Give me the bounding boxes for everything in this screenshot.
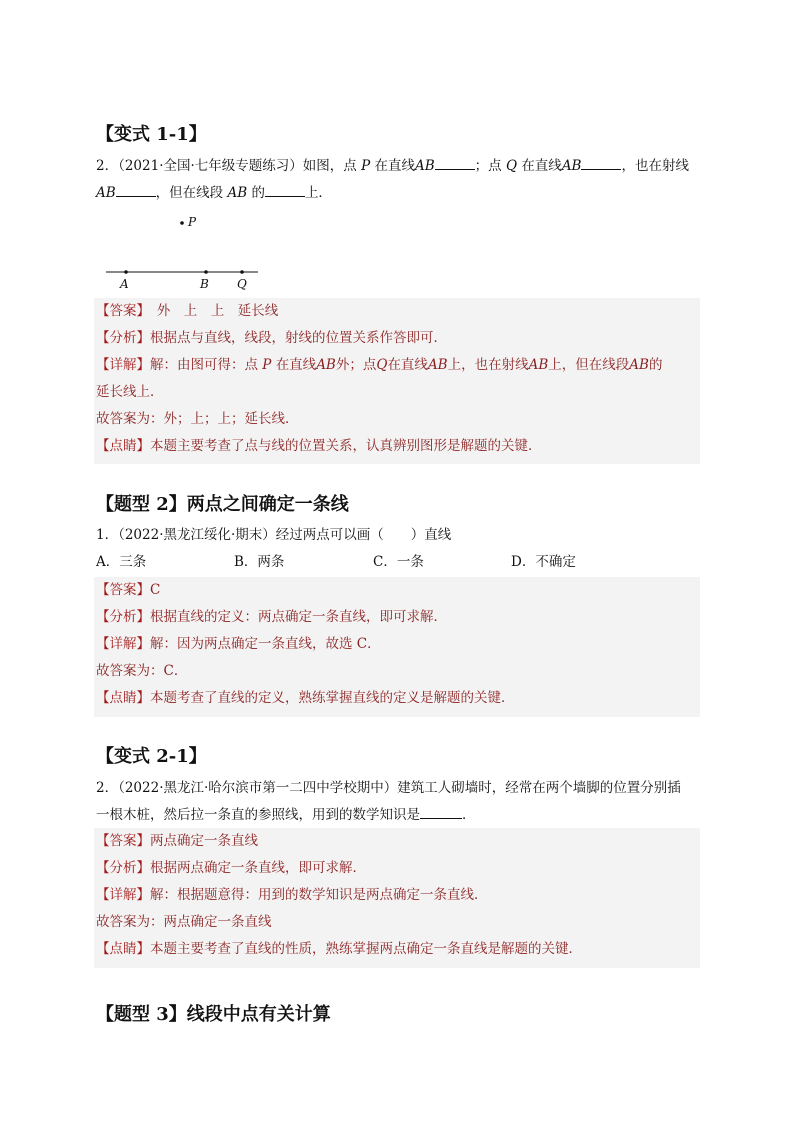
analysis-row [94,604,700,631]
analysis-text: 根据点与直线，线段，射线的位置关系作答即可． [150,330,447,346]
analysis-text: 根据两点确定一条直线，即可求解． [150,860,366,876]
answer-text: 两点确定一条直线 [150,833,258,849]
question-line-1: 2．（2022·黑龙江·哈尔滨市第一二四中学校期中）建筑工人砌墙时，经常在两个墙脚的位置分别插 [96,780,681,796]
point-a-dot [124,270,128,274]
var-p: P [361,158,371,174]
question-2-variant-2-1 [96,775,702,829]
detail-tag: 【详解】 [96,357,150,373]
detail-tag: 【详解】 [96,636,150,652]
analysis-text: 根据直线的定义：两点确定一条直线，即可求解． [150,609,447,625]
option-a[interactable]: A．三条 [96,554,147,570]
comment-text: 本题主要考查了直线的性质，熟练掌握两点确定一条直线是解题的关键． [150,941,582,957]
answer-tag: 【答案】 [96,833,150,849]
comment-text: 本题考查了直线的定义，熟练掌握直线的定义是解题的关键． [150,690,515,706]
answer-box-variant-2-1 [94,828,700,968]
options-row [96,549,702,576]
detail-text: 解：根据题意得：用到的数学知识是两点确定一条直线． [150,887,488,903]
answer-row [94,577,700,604]
so-answer-row: 故答案为：两点确定一条直线 [96,914,272,930]
detail-row [94,882,700,909]
answer-row [94,298,700,325]
option-b[interactable]: B．两条 [234,554,285,570]
section-heading-variant-2-1: 【变式 2-1】 [96,746,207,767]
var-q: Q [376,357,388,373]
option-c[interactable]: C．一条 [373,554,424,570]
answer-blank [435,157,475,170]
answer-box-variant-1-1 [94,298,700,464]
analysis-row [94,855,700,882]
var-ab: AB [561,158,582,174]
answer-box-type-2 [94,577,700,717]
analysis-tag: 【分析】 [96,330,150,346]
answer-text: C [150,582,161,598]
var-ab: AB [414,158,435,174]
text: 解：由图可得：点 [150,357,258,373]
so-answer-row: 故答案为：外；上；上；延长线． [96,411,299,427]
analysis-tag: 【分析】 [96,860,150,876]
section-heading-type-3: 【题型 3】线段中点有关计算 [96,1004,331,1025]
text: 的 [251,185,265,201]
text: 在直线 [275,357,317,373]
label-q: Q [237,277,247,291]
text: ；点 [474,158,502,174]
comment-row [94,936,700,963]
section-heading-variant-1-1: 【变式 1-1】 [96,124,207,145]
answer-blank [116,184,156,197]
label-b: B [200,277,209,291]
text: 一根木桩，然后拉一条直的参照线，用到的数学知识是 [96,807,420,823]
var-ab: AB [528,357,549,373]
line-figure [96,208,276,294]
question-1-type-2 [96,522,702,549]
detail-row [94,352,700,379]
comment-tag: 【点睛】 [96,941,150,957]
text: 外；点 [335,357,377,373]
question-line-1 [96,153,702,180]
text: 在直线 [387,357,428,373]
question-text: 1．（2022·黑龙江绥化·期末）经过两点可以画（ ）直线 [96,527,452,543]
detail-row-2: 延长线上． [96,384,164,400]
var-ab: AB [227,185,248,201]
var-ab: AB [427,357,448,373]
text: 的 [648,357,663,373]
answer-blank [265,184,305,197]
var-ab: AB [629,357,649,373]
comment-row [94,685,700,712]
answer-tag: 【答案】 [96,582,150,598]
var-ab: AB [96,185,116,201]
comment-row [94,433,700,460]
question-line-2 [96,802,702,829]
option-d[interactable]: D．不确定 [511,554,576,570]
text: 2．（2021·全国·七年级专题练习）如图，点 [96,158,357,174]
answer-text: 外 上 上 延长线 [143,303,279,319]
question-2-variant-1-1 [96,153,702,207]
analysis-tag: 【分析】 [96,609,150,625]
analysis-row [94,325,700,352]
var-p: P [262,357,272,373]
answer-tag: 【答案】 [96,303,144,319]
section-heading-type-2: 【题型 2】两点之间确定一条线 [96,494,349,515]
answer-row [94,828,700,855]
answer-blank [420,806,462,819]
comment-tag: 【点睛】 [96,438,150,454]
var-q: Q [505,158,518,174]
text: 上，但在线段 [548,357,630,373]
detail-tag: 【详解】 [96,887,150,903]
text: ，也在射线 [621,158,689,174]
point-p-dot [180,221,184,225]
answer-blank [581,157,621,170]
text: 在直线 [374,158,415,174]
label-a: A [120,277,129,291]
text: 在直线 [521,158,562,174]
point-q-dot [240,270,244,274]
text: ，但在线段 [155,185,224,201]
text: ． [462,807,476,823]
detail-row [94,631,700,658]
text: 上． [304,185,332,201]
text: 上，也在射线 [447,357,529,373]
point-b-dot [204,270,208,274]
label-p: P [188,215,197,229]
var-ab: AB [316,357,336,373]
comment-tag: 【点睛】 [96,690,150,706]
comment-text: 本题主要考查了点与线的位置关系，认真辨别图形是解题的关键． [150,438,542,454]
so-answer-row: 故答案为：C． [96,663,188,679]
question-line-2 [96,180,702,207]
detail-text: 解：因为两点确定一条直线，故选 C． [150,636,381,652]
